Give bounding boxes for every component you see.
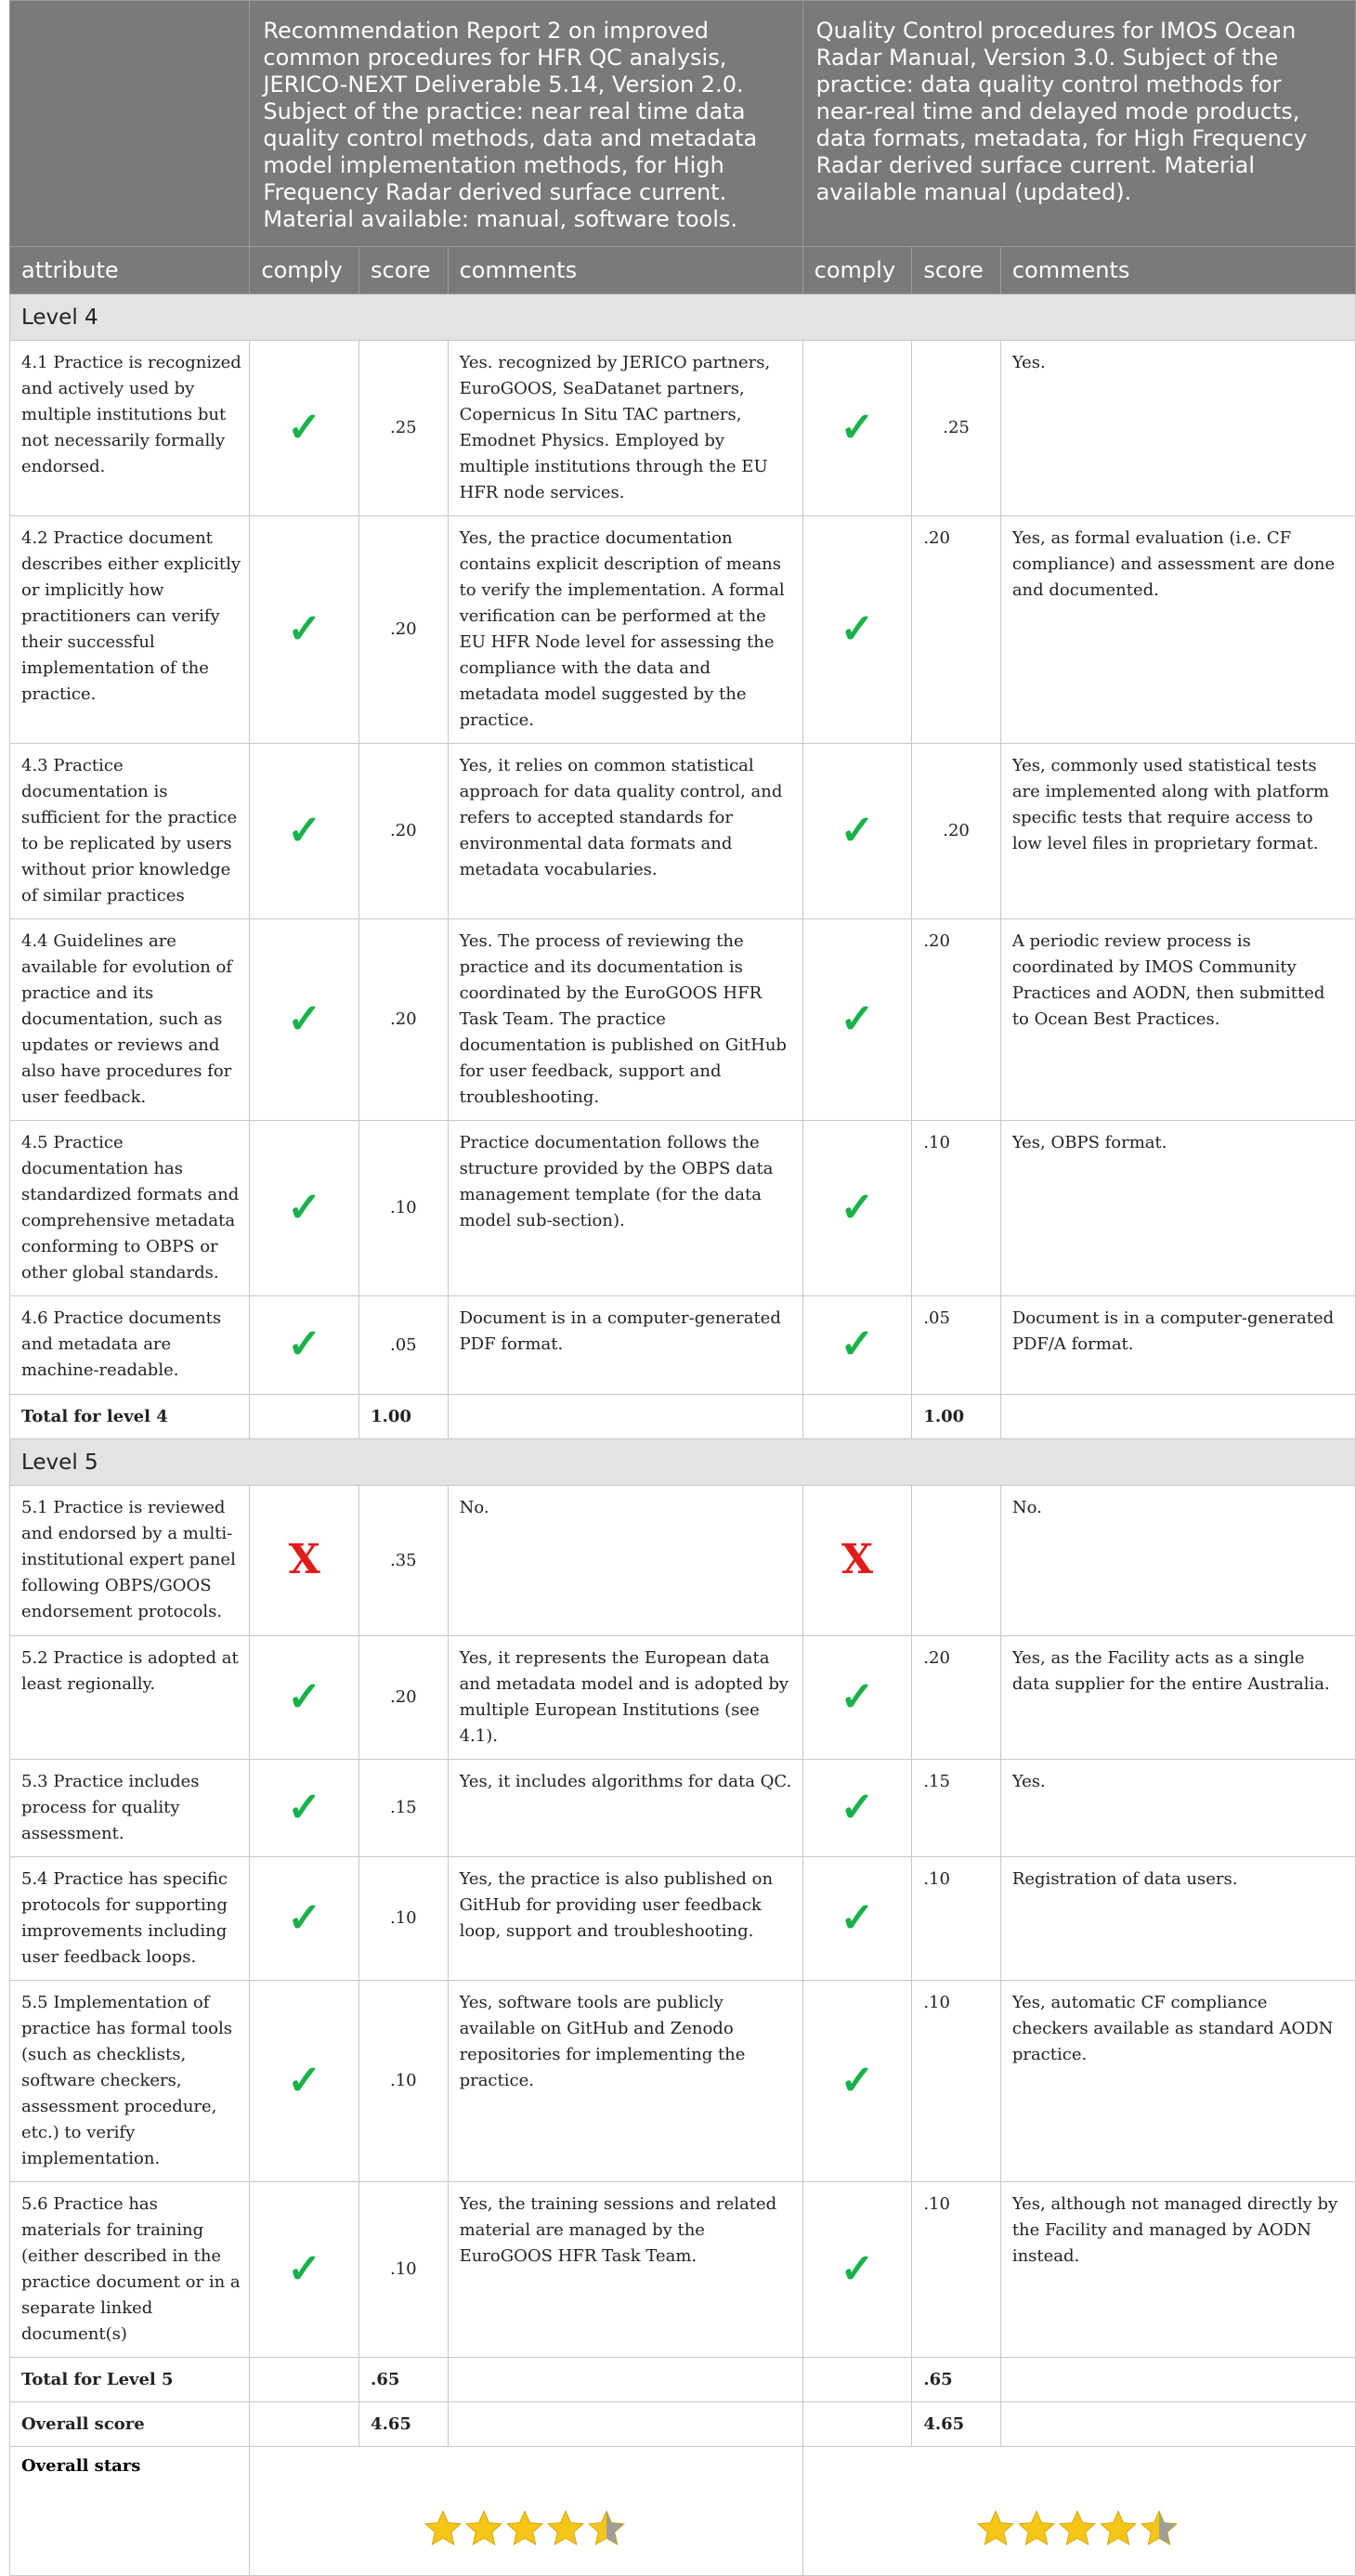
practice-2-comments: Yes. xyxy=(1000,341,1355,516)
overall-stars-label: Overall stars xyxy=(10,2447,250,2576)
practice-1-comments: Yes, the practice is also published on GitHub for providing user feedback loop, support and troubleshooting. xyxy=(448,1857,802,1981)
practice-1-comply xyxy=(250,1486,359,1636)
practice-2-score xyxy=(912,1486,1001,1636)
table-row xyxy=(10,919,1356,1121)
practice-1-score: .25 xyxy=(359,341,449,516)
practice-1-total: 1.00 xyxy=(359,1395,449,1439)
check-icon: ✓ xyxy=(287,995,322,1043)
attribute-cell: 4.1 Practice is recognized and actively used by multiple institutions but not necessarily formally endorsed. xyxy=(10,341,250,516)
col-header-comply: comply xyxy=(250,247,359,294)
blank-cell xyxy=(1000,2358,1355,2402)
blank-cell xyxy=(250,2402,359,2447)
check-icon: ✓ xyxy=(840,403,875,451)
table-row xyxy=(10,1636,1356,1760)
practice-2-score: .10 xyxy=(912,1857,1001,1981)
practice-2-comments: A periodic review process is coordinated by IMOS Community Practices and AODN, then submitted to Ocean Best Practices. xyxy=(1000,919,1355,1121)
practice-2-title: Quality Control procedures for IMOS Ocean Radar Manual, Version 3.0. Subject of the practice: data quality control methods for near-real time and delayed mode products, data formats, metadata, for High Frequency Radar derived surface current. Material available manual (updated). xyxy=(802,1,1355,247)
check-icon: ✓ xyxy=(840,1183,875,1231)
table-row xyxy=(10,1296,1356,1395)
check-icon: ✓ xyxy=(840,995,875,1043)
col-header-score: score xyxy=(912,247,1001,294)
attribute-cell: 4.4 Guidelines are available for evolution of practice and its documentation, such as updates or reviews and also have procedures for user feedback. xyxy=(10,919,250,1121)
practice-2-comply xyxy=(802,1760,912,1857)
check-icon: ✓ xyxy=(840,605,875,653)
blank-cell xyxy=(448,1395,802,1439)
check-icon: ✓ xyxy=(287,1321,322,1368)
table-row xyxy=(10,2182,1356,2358)
check-icon: ✓ xyxy=(287,2056,322,2104)
check-icon: ✓ xyxy=(840,1321,875,1368)
practice-1-comply xyxy=(250,744,359,919)
practice-2-score: .10 xyxy=(912,1981,1001,2182)
practice-1-comments: Practice documentation follows the structure provided by the OBPS data management template (for the data model sub-section). xyxy=(448,1121,802,1296)
level-label: Level 4 xyxy=(10,294,1356,341)
overall-score-row xyxy=(10,2402,1356,2447)
practice-1-comply xyxy=(250,1760,359,1857)
practice-1-score: .10 xyxy=(359,1121,449,1296)
star-icon xyxy=(425,2511,461,2544)
star-icon xyxy=(978,2511,1013,2544)
check-icon: ✓ xyxy=(287,605,322,653)
check-icon: ✓ xyxy=(287,1783,322,1831)
practice-2-comply xyxy=(802,341,912,516)
attribute-cell: 4.3 Practice documentation is sufficient for the practice to be replicated by users without prior knowledge of similar practices xyxy=(10,744,250,919)
practice-1-comply xyxy=(250,341,359,516)
practice-1-comments: Document is in a computer-generated PDF format. xyxy=(448,1296,802,1395)
blank-cell xyxy=(448,2402,802,2447)
blank-cell xyxy=(802,2402,912,2447)
practice-2-comply xyxy=(802,1121,912,1296)
blank-cell xyxy=(250,1395,359,1439)
practice-1-comply xyxy=(250,1981,359,2182)
attribute-cell: 4.5 Practice documentation has standardized formats and comprehensive metadata conforming to OBPS or other global standards. xyxy=(10,1121,250,1296)
practice-2-score: .20 xyxy=(912,919,1001,1121)
total-label: Total for level 4 xyxy=(10,1395,250,1439)
col-header-comply: comply xyxy=(802,247,912,294)
practice-2-score: .25 xyxy=(912,341,1001,516)
total-row xyxy=(10,2358,1356,2402)
star-icon xyxy=(507,2511,542,2544)
check-icon: ✓ xyxy=(287,1183,322,1231)
table-row xyxy=(10,744,1356,919)
practice-1-comply xyxy=(250,1296,359,1395)
star-icon xyxy=(548,2511,583,2544)
check-icon: ✓ xyxy=(840,806,875,854)
col-header-score: score xyxy=(359,247,449,294)
header-corner xyxy=(10,1,250,247)
overall-score-label: Overall score xyxy=(10,2402,250,2447)
practice-1-score: .10 xyxy=(359,1981,449,2182)
practice-2-score: .20 xyxy=(912,516,1001,744)
practice-1-score: .20 xyxy=(359,744,449,919)
practice-2-comply xyxy=(802,1636,912,1760)
practice-2-comply xyxy=(802,744,912,919)
table-body xyxy=(10,294,1356,2576)
blank-cell xyxy=(802,1395,912,1439)
table-row xyxy=(10,341,1356,516)
blank-cell xyxy=(1000,1395,1355,1439)
practice-1-score: .10 xyxy=(359,2182,449,2358)
practice-1-comments: No. xyxy=(448,1486,802,1636)
check-icon: ✓ xyxy=(840,2056,875,2104)
star-icon xyxy=(1019,2511,1054,2544)
check-icon: ✓ xyxy=(287,1672,322,1721)
blank-cell xyxy=(250,2358,359,2402)
practice-1-score: .10 xyxy=(359,1857,449,1981)
practice-2-comments: Yes. xyxy=(1000,1760,1355,1857)
practice-2-comments: Registration of data users. xyxy=(1000,1857,1355,1981)
level-row xyxy=(10,294,1356,341)
practice-1-comments: Yes, software tools are publicly available on GitHub and Zenodo repositories for implementing the practice. xyxy=(448,1981,802,2182)
practice-1-comments: Yes. The process of reviewing the practice and its documentation is coordinated by the EuroGOOS HFR Task Team. The practice documentation is published on GitHub for user feedback, support and troubleshooting. xyxy=(448,919,802,1121)
check-icon: ✓ xyxy=(840,1672,875,1721)
check-icon: ✓ xyxy=(287,1893,322,1942)
table-row xyxy=(10,1857,1356,1981)
table-row xyxy=(10,1760,1356,1857)
practice-2-score: .15 xyxy=(912,1760,1001,1857)
practice-2-comments: Yes, as the Facility acts as a single data supplier for the entire Australia. xyxy=(1000,1636,1355,1760)
practice-2-score: .05 xyxy=(912,1296,1001,1395)
practice-1-title: Recommendation Report 2 on improved common procedures for HFR QC analysis, JERICO-NEXT Deliverable 5.14, Version 2.0. Subject of the practice: near real time data quality control methods, data and metadata model implementation methods, for High Frequency Radar derived surface current. Material available: manual, software tools. xyxy=(250,1,802,247)
practice-1-score: .15 xyxy=(359,1760,449,1857)
practice-1-overall-score: 4.65 xyxy=(359,2402,449,2447)
blank-cell xyxy=(448,2358,802,2402)
practice-1-comply xyxy=(250,1121,359,1296)
practice-2-comments: Yes, although not managed directly by the Facility and managed by AODN instead. xyxy=(1000,2182,1355,2358)
practice-2-comply xyxy=(802,1857,912,1981)
attribute-cell: 5.5 Implementation of practice has formal tools (such as checklists, software checkers, assessment procedure, etc.) to verify implementation. xyxy=(10,1981,250,2182)
practice-2-comply xyxy=(802,1486,912,1636)
practice-1-score: .20 xyxy=(359,1636,449,1760)
practice-1-comments: Yes, it relies on common statistical approach for data quality control, and refers to accepted standards for environmental data formats and metadata vocabularies. xyxy=(448,744,802,919)
check-icon: ✓ xyxy=(840,1893,875,1942)
cross-icon: X xyxy=(288,1536,320,1583)
practice-2-overall-score: 4.65 xyxy=(912,2402,1001,2447)
practice-1-star-rating xyxy=(424,2509,629,2546)
practice-1-score: .05 xyxy=(359,1296,449,1395)
attribute-cell: 5.6 Practice has materials for training (either described in the practice document or in a separate linked document(s) xyxy=(10,2182,250,2358)
check-icon: ✓ xyxy=(840,2244,875,2293)
practice-1-comply xyxy=(250,1857,359,1981)
practice-1-comments: Yes, the training sessions and related material are managed by the EuroGOOS HFR Task Team. xyxy=(448,2182,802,2358)
practice-2-score: .10 xyxy=(912,1121,1001,1296)
overall-stars-row xyxy=(10,2447,1356,2576)
attribute-cell: 4.2 Practice document describes either explicitly or implicitly how practitioners can verify their successful implementation of the practice. xyxy=(10,516,250,744)
practice-2-comply xyxy=(802,2182,912,2358)
table-row xyxy=(10,1486,1356,1636)
practice-1-comply xyxy=(250,2182,359,2358)
practice-1-total: .65 xyxy=(359,2358,449,2402)
table-row xyxy=(10,516,1356,744)
table-row xyxy=(10,1121,1356,1296)
practice-2-comments: No. xyxy=(1000,1486,1355,1636)
star-icon xyxy=(1060,2511,1095,2544)
col-header-comments: comments xyxy=(1000,247,1355,294)
practice-2-score: .20 xyxy=(912,744,1001,919)
total-label: Total for Level 5 xyxy=(10,2358,250,2402)
practice-2-score: .10 xyxy=(912,2182,1001,2358)
check-icon: ✓ xyxy=(840,1783,875,1831)
attribute-cell: 5.3 Practice includes process for quality assessment. xyxy=(10,1760,250,1857)
practice-2-comply xyxy=(802,1296,912,1395)
practice-2-comments: Yes, commonly used statistical tests are implemented along with platform specific tests that require access to low level files in proprietary format. xyxy=(1000,744,1355,919)
blank-cell xyxy=(1000,2402,1355,2447)
practice-2-comments: Yes, automatic CF compliance checkers available as standard AODN practice. xyxy=(1000,1981,1355,2182)
table-row xyxy=(10,1981,1356,2182)
attribute-cell: 5.4 Practice has specific protocols for supporting improvements including user feedback loops. xyxy=(10,1857,250,1981)
level-row xyxy=(10,1439,1356,1486)
practice-2-total: .65 xyxy=(912,2358,1001,2402)
practice-1-comments: Yes. recognized by JERICO partners, EuroGOOS, SeaDatanet partners, Copernicus In Situ TAC partners, Emodnet Physics. Employed by multiple institutions through the EU HFR node services. xyxy=(448,341,802,516)
practice-2-comply xyxy=(802,1981,912,2182)
practice-1-score: .20 xyxy=(359,919,449,1121)
check-icon: ✓ xyxy=(287,403,322,451)
practice-1-comments: Yes, it includes algorithms for data QC. xyxy=(448,1760,802,1857)
best-practice-evaluation-table xyxy=(9,0,1356,2576)
practice-2-total: 1.00 xyxy=(912,1395,1001,1439)
level-label: Level 5 xyxy=(10,1439,1356,1486)
practice-2-score: .20 xyxy=(912,1636,1001,1760)
practice-1-comments: Yes, the practice documentation contains explicit description of means to verify the implementation. A formal verification can be performed at the EU HFR Node level for assessing the compliance with the data and metadata model suggested by the practice. xyxy=(448,516,802,744)
practice-2-comments: Yes, as formal evaluation (i.e. CF compliance) and assessment are done and documented. xyxy=(1000,516,1355,744)
practice-2-stars xyxy=(802,2447,1355,2576)
practice-2-comments: Document is in a computer-generated PDF/A format. xyxy=(1000,1296,1355,1395)
practice-2-comply xyxy=(802,919,912,1121)
practice-1-comments: Yes, it represents the European data and metadata model and is adopted by multiple European Institutions (see 4.1). xyxy=(448,1636,802,1760)
attribute-cell: 5.2 Practice is adopted at least regionally. xyxy=(10,1636,250,1760)
practice-2-star-rating xyxy=(977,2509,1181,2546)
col-header-attribute: attribute xyxy=(10,247,250,294)
total-row xyxy=(10,1395,1356,1439)
cross-icon: X xyxy=(841,1536,874,1583)
attribute-cell: 4.6 Practice documents and metadata are machine-readable. xyxy=(10,1296,250,1395)
practice-2-comply xyxy=(802,516,912,744)
star-icon xyxy=(589,2511,624,2544)
star-icon xyxy=(1141,2511,1177,2544)
blank-cell xyxy=(802,2358,912,2402)
attribute-cell: 5.1 Practice is reviewed and endorsed by a multi-institutional expert panel following OBPS/GOOS endorsement protocols. xyxy=(10,1486,250,1636)
star-icon xyxy=(1101,2511,1136,2544)
practice-1-comply xyxy=(250,1636,359,1760)
check-icon: ✓ xyxy=(287,806,322,854)
practice-1-score: .35 xyxy=(359,1486,449,1636)
practice-1-comply xyxy=(250,516,359,744)
star-icon xyxy=(466,2511,502,2544)
col-header-comments: comments xyxy=(448,247,802,294)
practice-1-stars xyxy=(250,2447,802,2576)
practice-2-comments: Yes, OBPS format. xyxy=(1000,1121,1355,1296)
check-icon: ✓ xyxy=(287,2244,322,2293)
practice-1-score: .20 xyxy=(359,516,449,744)
practice-1-comply xyxy=(250,919,359,1121)
